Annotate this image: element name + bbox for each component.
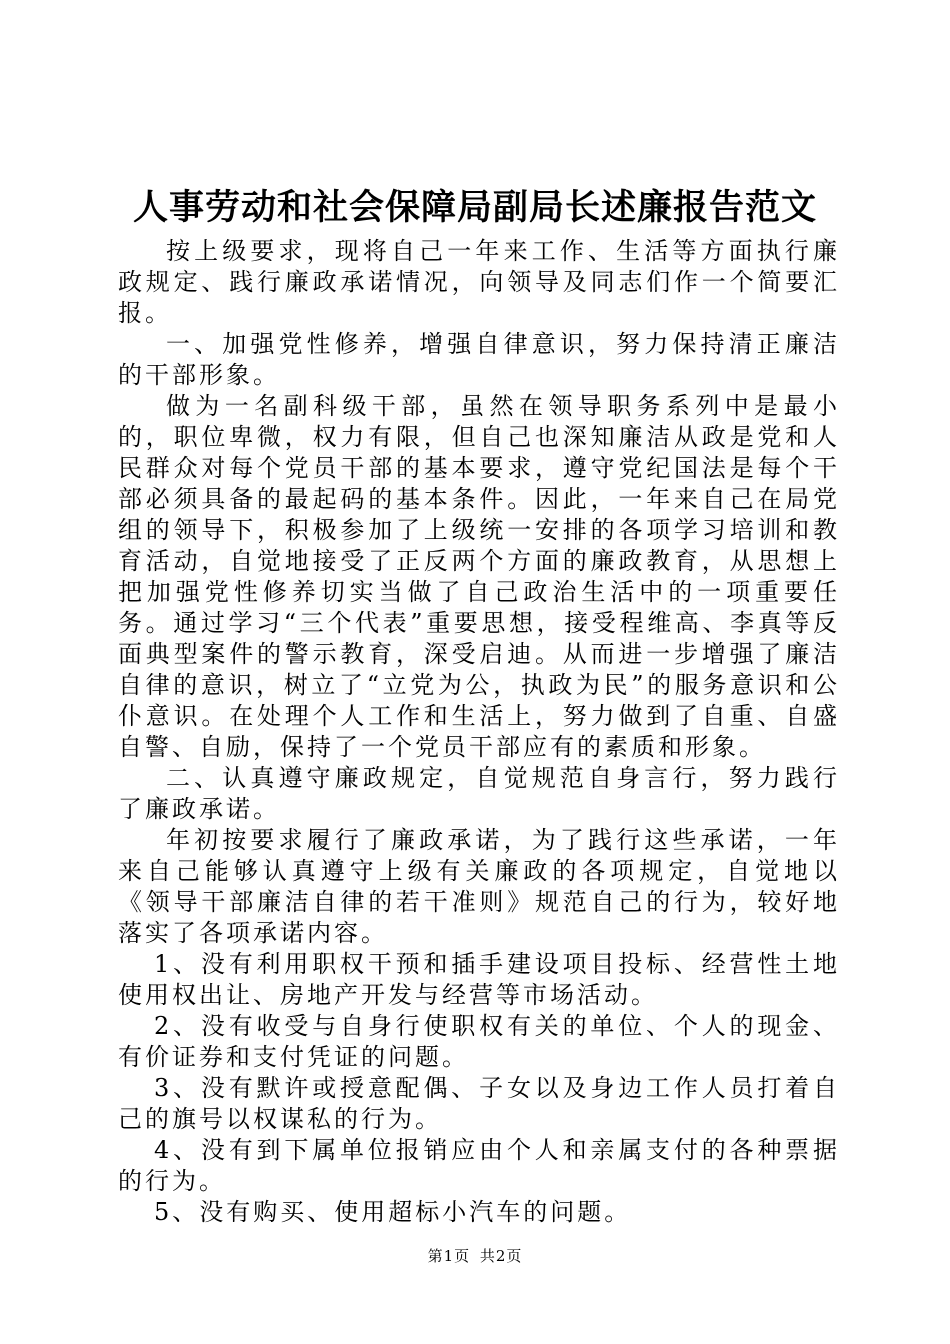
list-item-4: 4、没有到下属单位报销应由个人和亲属支付的各种票据的行为。 xyxy=(118,1136,840,1195)
list-item-5: 5、没有购买、使用超标小汽车的问题。 xyxy=(154,1198,632,1226)
page-number: 第1页 xyxy=(427,1247,471,1265)
page-total: 共2页 xyxy=(479,1247,523,1265)
page-footer xyxy=(0,1246,950,1266)
document-title: 人事劳动和社会保障局副局长述廉报告范文 xyxy=(132,187,817,228)
list-item-1: 1、没有利用职权干预和插手建设项目投标、经营性土地使用权出让、房地产开发与经营等市场活动。 xyxy=(118,950,840,1009)
document-body xyxy=(118,236,840,1228)
section-heading-2: 二、认真遵守廉政规定，自觉规范自身言行，努力践行了廉政承诺。 xyxy=(118,764,840,823)
section-2-paragraph: 年初按要求履行了廉政承诺，为了践行这些承诺，一年来自己能够认真遵守上级有关廉政的各项规定，自觉地以《领导干部廉洁自律的若干准则》规范自己的行为，较好地落实了各项承诺内容。 xyxy=(118,826,840,947)
list-item-2: 2、没有收受与自身行使职权有关的单位、个人的现金、有价证券和支付凭证的问题。 xyxy=(118,1012,840,1071)
section-1-paragraph: 做为一名副科级干部，虽然在领导职务系列中是最小的，职位卑微，权力有限，但自己也深知廉洁从政是党和人民群众对每个党员干部的基本要求，遵守党纪国法是每个干部必须具备的最起码的基本条件。因此，一年来自己在局党组的领导下，积极参加了上级统一安排的各项学习培训和教育活动，自觉地接受了正反两个方面的廉政教育，从思想上把加强党性修养切实当做了自己政治生活中的一项重要任务。通过学习“三个代表”重要思想，接受程维高、李真等反面典型案件的警示教育，深受启迪。从而进一步增强了廉洁自律的意识，树立了“立党为公，执政为民”的服务意识和公仆意识。在处理个人工作和生活上，努力做到了自重、自盛自警、自励，保持了一个党员干部应有的素质和形象。 xyxy=(118,392,840,761)
section-heading-1: 一、加强党性修养，增强自律意识，努力保持清正廉洁的干部形象。 xyxy=(118,330,840,389)
intro-paragraph: 按上级要求，现将自己一年来工作、生活等方面执行廉政规定、践行廉政承诺情况，向领导及同志们作一个简要汇报。 xyxy=(118,237,840,327)
list-item-3: 3、没有默许或授意配偶、子女以及身边工作人员打着自己的旗号以权谋私的行为。 xyxy=(118,1074,840,1133)
